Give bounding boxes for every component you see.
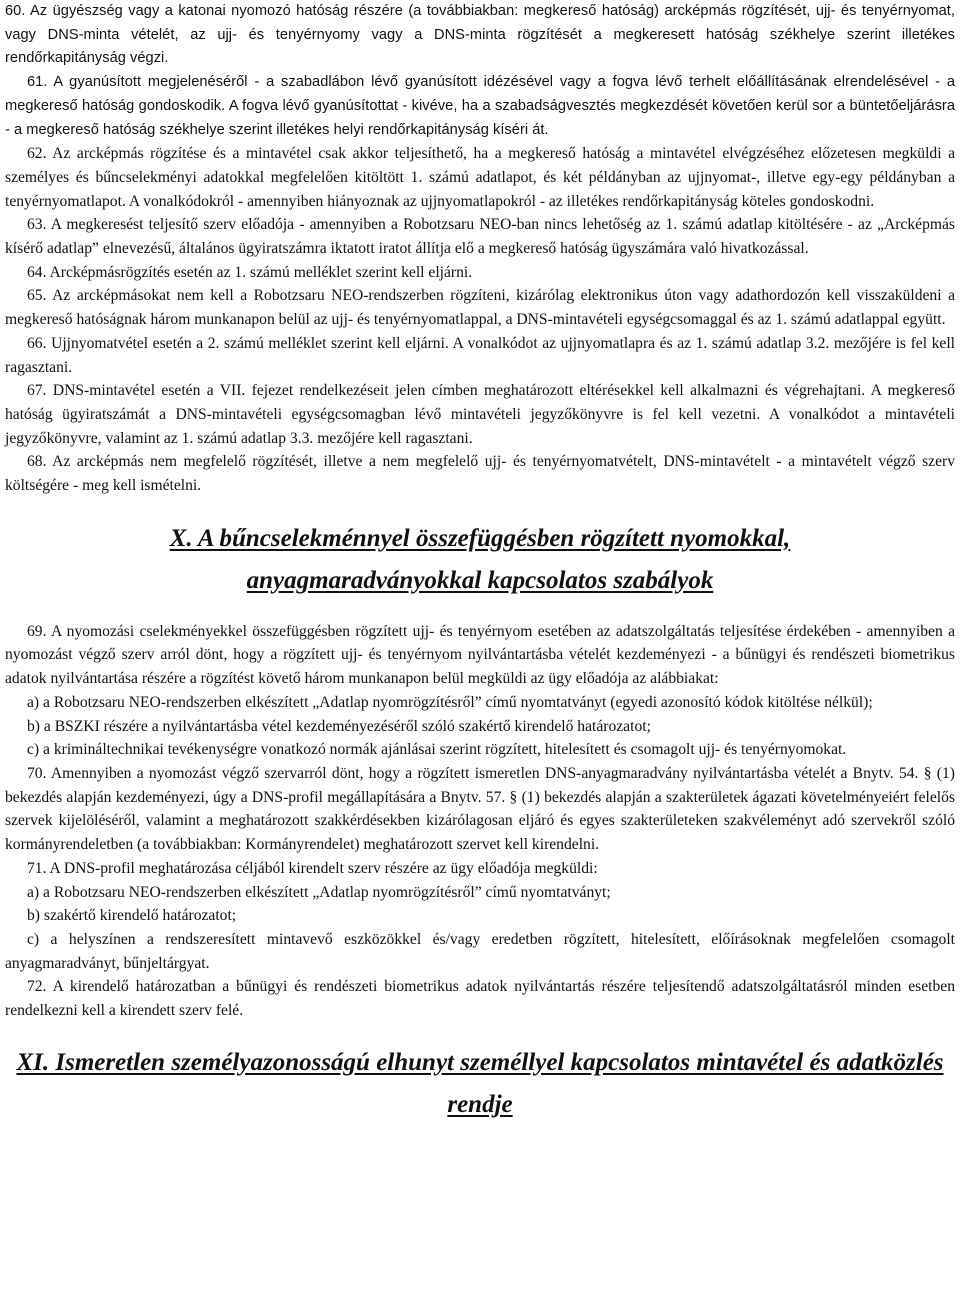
paragraph-66: 66. Ujjnyomatvétel esetén a 2. számú melléklet szerint kell eljárni. A vonalkódot az ujjnyomatlapra és az 1. számú adatlap 3.2. mezőjére is fel kell ragasztani.	[5, 334, 955, 376]
paragraph-61: 61. A gyanúsított megjelenéséről - a szabadlábon lévő gyanúsított idézésével vagy a fogva lévő terhelt előállításának elrendelésével - a megkereső hatóság gondoskodik. A fogva lévő gyanúsítottat - kivéve, ha a szabadságvesztés megkezdését követően kerül sor a büntetőeljárásra - a megkereső hatóság székhelye szerint illetékes helyi rendőrkapitányság kíséri át.	[5, 74, 955, 138]
section-heading-x: X. A bűncselekménnyel összefüggésben rögzített nyomokkal, anyagmaradványokkal kapcsolatos szabályok	[169, 524, 791, 594]
paragraph-72: 72. A kirendelő határozatban a bűnügyi és rendészeti biometrikus adatok nyilvántartás részére teljesítendő adatszolgáltatásról minden esetben rendelkezni kell a kirendett szerv felé.	[5, 978, 955, 1020]
paragraph-69: 69. A nyomozási cselekményekkel összefüggésben rögzített ujj- és tenyérnyom esetében az adatszolgáltatás teljesítése érdekében - amennyiben a nyomozást végző szerv arról dönt, hogy a rögzített ujj- és tenyérnyom nyilvántartásba vételét kezdeményezi - a bűnügyi és rendészeti biometrikus adatok nyilvántartása részére a rögzítést követő három munkanapon belül megküldi az ügy előadója az alábbiakat:	[5, 622, 955, 688]
paragraph-69-a: a) a Robotzsaru NEO-rendszerben elkészített „Adatlap nyomrögzítésről” című nyomtatványt (egyedi azonosító kódok kitöltése nélkül);	[27, 693, 873, 711]
paragraph-69-b: b) a BSZKI részére a nyilvántartásba vétel kezdeményezéséről szóló szakértő kirendelő határozatot;	[27, 717, 651, 735]
paragraph-65: 65. Az arcképmásokat nem kell a Robotzsaru NEO-rendszerben rögzíteni, kizárólag elektronikus úton vagy adathordozón kell visszaküldeni a megkereső hatóságnak három munkanapon belül az ujj- és tenyérnyomatlappal, a DNS-mintavételi egységcsomaggal és az 1. számú adatlappal együtt.	[5, 287, 955, 329]
paragraph-68: 68. Az arcképmás nem megfelelő rögzítését, illetve a nem megfelelő ujj- és tenyérnyomatvételt, DNS-mintavételt - a mintavételt végző szerv költségére - meg kell ismételni.	[5, 453, 955, 495]
paragraph-60: 60. Az ügyészség vagy a katonai nyomozó hatóság részére (a továbbiakban: megkereső hatóság) arcképmás rögzítését, ujj- és tenyérnyomat, vagy DNS-minta vételét, az ujj- és tenyérnyomy vagy a DNS-minta rögzítését a megkeresett hatóság székhelye szerint illetékes rendőrkapitányság végzi.	[5, 3, 955, 67]
paragraph-71-a: a) a Robotzsaru NEO-rendszerben elkészített „Adatlap nyomrögzítésről” című nyomtatványt;	[27, 883, 611, 901]
document-page	[5, 0, 955, 1126]
paragraph-69-c: c) a krimináltechnikai tevékenységre vonatkozó normák ajánlásai szerint rögzített, hitelesített és csomagolt ujj- és tenyérnyomokat.	[27, 741, 847, 759]
paragraph-64: 64. Arcképmásrögzítés esetén az 1. számú melléklet szerint kell eljárni.	[27, 263, 473, 281]
paragraph-71: 71. A DNS-profil meghatározása céljából kirendelt szerv részére az ügy előadója megküldi:	[27, 859, 598, 877]
paragraph-67: 67. DNS-mintavétel esetén a VII. fejezet rendelkezéseit jelen címben meghatározott eltérésekkel kell alkalmazni és végrehajtani. A megkereső hatóság ügyiratszámát a DNS-mintavételi egységcsomagban lévő mintavételi jegyzőkönyvre is fel kell vezetni. A vonalkódot a mintavételi jegyzőkönyvre, valamint az 1. számú adatlap 3.3. mezőjére kell ragasztani.	[5, 382, 955, 447]
paragraph-71-c: c) a helyszínen a rendszeresített mintavevő eszközökkel és/vagy eredetben rögzített, hitelesített, előírásoknak megfelelően csomagolt anyagmaradványt, bűnjeltárgyat.	[5, 930, 955, 972]
paragraph-63: 63. A megkeresést teljesítő szerv előadója - amennyiben a Robotzsaru NEO-ban nincs lehetőség az 1. számú adatlap kitöltésére - az „Arcképmás kísérő adatlap” elnevezésű, általános ügyiratszámra iktatott iratot állítja elő a megkereső hatóság ügyszámára való hivatkozással.	[5, 216, 955, 258]
paragraph-70: 70. Amennyiben a nyomozást végző szervarról dönt, hogy a rögzített ismeretlen DNS-anyagmaradvány nyilvántartásba vételét a Bnytv. 54. § (1) bekezdés alapján kezdeményezi, úgy a DNS-profil megállapítására a Bnytv. 57. § (1) bekezdés alapján a szakterületek ágazati követelményeiért felelős szervek kijelöléséről, valamint a meghatározott szakkérdésekben kizárólagosan eljáró és egyes szakterületeken szakvéleményt adó szervekről szóló kormányrendeletben (a továbbiakban: Kormányrendelet) meghatározott szervet kell kirendelni.	[5, 764, 955, 854]
paragraph-71-b: b) szakértő kirendelő határozatot;	[27, 907, 237, 925]
section-heading-xi: XI. Ismeretlen személyazonosságú elhunyt személlyel kapcsolatos mintavétel és adatközlés rendje	[16, 1048, 944, 1118]
paragraph-62: 62. Az arcképmás rögzítése és a mintavétel csak akkor teljesíthető, ha a megkereső hatóság a mintavétel elvégzéséhez előzetesen megküldi a személyes és bűncselekményi adatokkal megfelelően kitöltött 1. számú adatlapot, és két példányban az ujjnyomat-, illetve egy-egy példányban a tenyérnyomatlapot. A vonalkódokról - amennyiben hiányoznak az ujjnyomatlapokról - az illetékes rendőrkapitányság köteles gondoskodni.	[5, 145, 955, 210]
